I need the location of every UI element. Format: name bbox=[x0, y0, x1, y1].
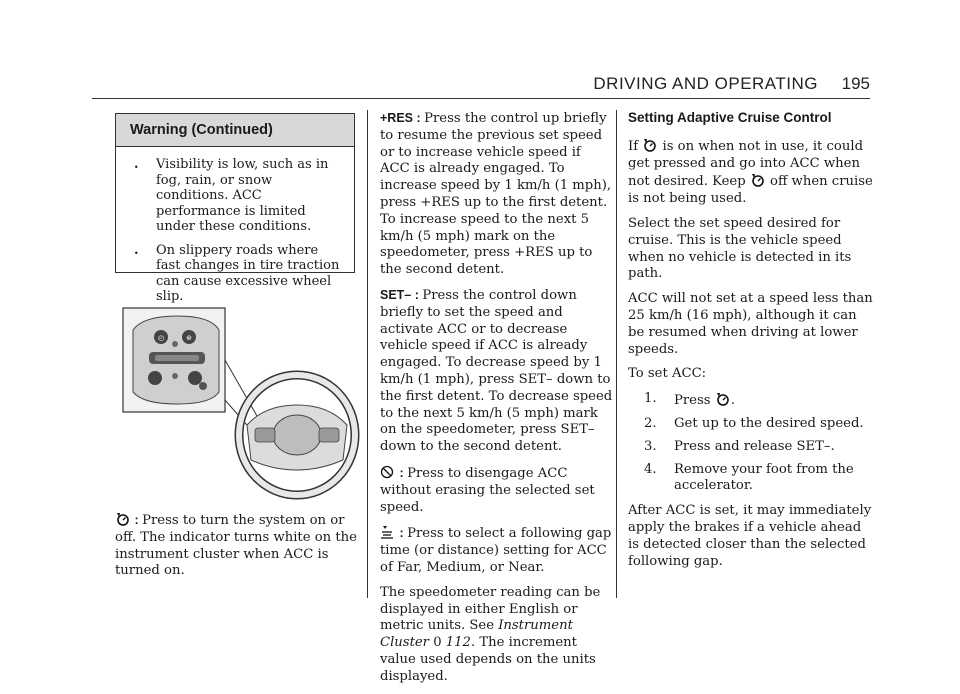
label-separator: : bbox=[131, 513, 143, 527]
warning-list bbox=[116, 147, 354, 305]
min-speed-paragraph: ACC will not set at a speed less than 25 km/h (16 mph), although it can be resumed when driving at lower speeds. bbox=[628, 291, 873, 357]
list-item bbox=[628, 391, 873, 410]
cancel-icon bbox=[380, 464, 394, 479]
bullet: . bbox=[134, 157, 139, 172]
steering-wheel-controls-illustration bbox=[115, 300, 360, 500]
set-label: SET– : bbox=[380, 287, 423, 302]
to-set-label: To set ACC: bbox=[628, 366, 707, 382]
column-2 bbox=[380, 110, 613, 694]
list-item bbox=[628, 439, 873, 456]
intro-text-a: If bbox=[628, 138, 643, 154]
set-paragraph bbox=[380, 287, 613, 456]
label-separator: : bbox=[396, 465, 408, 480]
list-item bbox=[628, 416, 873, 433]
res-label: +RES : bbox=[380, 111, 425, 125]
res-paragraph bbox=[380, 110, 613, 279]
cruise-control-icon bbox=[115, 511, 129, 526]
column-divider bbox=[616, 110, 617, 598]
intro-text-c: off when cruise is not being used. bbox=[628, 174, 873, 207]
warning-item-text: Visibility is low, such as in fog, rain, or snow conditions. ACC performance is limited under these conditions. bbox=[156, 157, 329, 234]
warning-item bbox=[134, 157, 342, 235]
warning-title: Warning (Continued) bbox=[116, 114, 354, 147]
set-text: Press the control down briefly to set the speed and activate ACC or to decrease vehicle speed if ACC is already engaged. To decrease speed by 1 km/h (1 mph), press SET– down to the first detent. To decrease speed to the next 5 km/h (5 mph) mark on the speedometer, press SET– down to the second detent. bbox=[380, 287, 613, 455]
step-number: 4. bbox=[644, 461, 657, 477]
step-number: 2. bbox=[644, 415, 657, 431]
section-heading: Setting Adaptive Cruise Control bbox=[628, 110, 832, 125]
cruise-control-icon bbox=[750, 172, 764, 187]
intro-text-b: is on when not in use, it could get pressed and go into ACC when not desired. Keep bbox=[628, 138, 864, 190]
bullet: . bbox=[134, 242, 139, 258]
cross-reference-link[interactable]: Instrument Cluster bbox=[380, 618, 573, 651]
steering-wheel-figure bbox=[115, 300, 360, 500]
section-title: DRIVING AND OPERATING bbox=[593, 74, 818, 93]
page-number: 195 bbox=[841, 74, 870, 93]
warning-item bbox=[134, 243, 342, 305]
cruise-control-icon bbox=[715, 391, 729, 406]
step-text: Press and release SET–. bbox=[674, 438, 835, 454]
speedo-text-end: . The increment value used depends on the units displayed. bbox=[380, 635, 596, 684]
step-text: Remove your foot from the accelerator. bbox=[674, 461, 854, 494]
gap-text: Press to select a following gap time (or distance) setting for ACC of Far, Medium, or Near. bbox=[380, 526, 612, 575]
label-separator: : bbox=[396, 526, 408, 541]
step-number: 1. bbox=[644, 391, 657, 407]
list-item bbox=[628, 462, 873, 496]
step-text: Press bbox=[674, 393, 715, 409]
warning-item-text: On slippery roads where fast changes in tire traction can cause excessive wheel slip. bbox=[156, 242, 340, 304]
set-speed-paragraph: Select the set speed desired for cruise. This is the vehicle speed when no vehicle is detected in its path. bbox=[628, 215, 852, 282]
following-gap-icon bbox=[380, 524, 394, 539]
column-divider bbox=[367, 110, 368, 598]
onoff-description bbox=[115, 511, 357, 580]
svg-text:⊛: ⊛ bbox=[186, 334, 192, 342]
page-header bbox=[92, 70, 870, 99]
step-number: 3. bbox=[644, 438, 657, 454]
onoff-text: Press to turn the system on or off. The indicator turns white on the instrument cluster when ACC is turned on. bbox=[115, 513, 357, 579]
step-text: Get up to the desired speed. bbox=[674, 415, 864, 431]
warning-box bbox=[115, 113, 355, 304]
gap-paragraph bbox=[380, 524, 613, 576]
res-text: Press the control up briefly to resume the previous set speed or to increase vehicle speed if ACC is already engaged. To increase speed by 1 km/h (1 mph), press +RES up to the first detent. To increase speed to the next 5 km/h (5 mph) mark on the speedometer, press +RES up to the second detent. bbox=[380, 111, 612, 278]
after-set-paragraph: After ACC is set, it may immediately apply the brakes if a vehicle ahead is detected closer than the selected following gap. bbox=[628, 503, 872, 569]
svg-text:◴: ◴ bbox=[157, 334, 165, 342]
speedo-text: The speedometer reading can be displayed in either English or metric units. See bbox=[380, 584, 601, 634]
page-ref-arrow: 0 bbox=[433, 635, 442, 651]
intro-paragraph bbox=[628, 137, 873, 208]
cruise-onoff-label bbox=[115, 513, 142, 527]
speedo-paragraph bbox=[380, 585, 613, 686]
cancel-text: Press to disengage ACC without erasing the selected set speed. bbox=[380, 465, 595, 515]
cruise-control-icon bbox=[642, 137, 656, 152]
column-3 bbox=[628, 110, 873, 578]
step-end: . bbox=[730, 393, 735, 409]
cancel-paragraph bbox=[380, 464, 613, 516]
steps-list bbox=[628, 391, 873, 495]
page-ref-number: 112 bbox=[445, 635, 471, 651]
